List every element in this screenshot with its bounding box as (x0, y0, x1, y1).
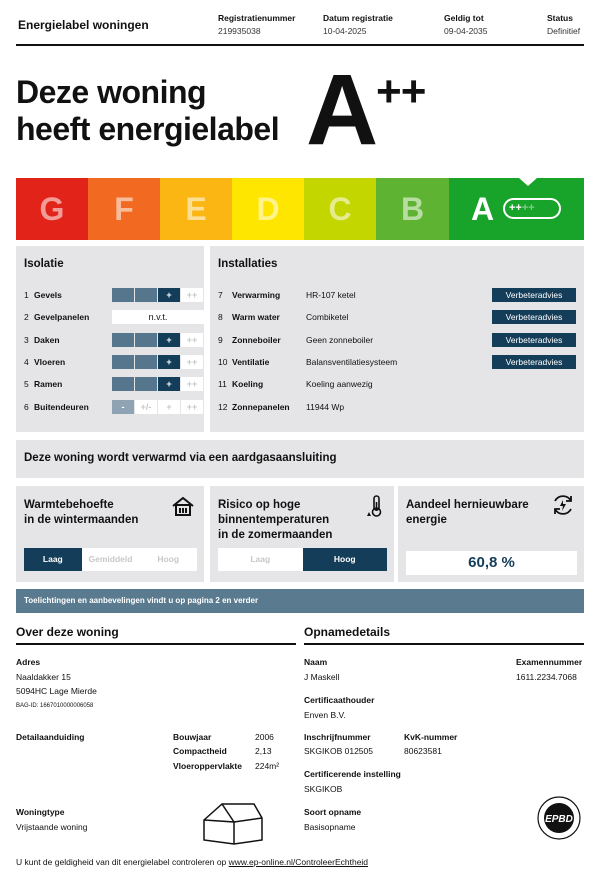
row-number: 11 (218, 379, 227, 390)
installation-item-value: Geen zonneboiler (306, 334, 374, 345)
row-number: 1 (24, 290, 29, 300)
insulation-panel (16, 246, 204, 432)
active-class-marker (519, 178, 537, 186)
registration-label: Inschrijfnummer (304, 732, 371, 742)
detail-label: Detailaanduiding (16, 732, 85, 742)
label-class-letter: D (256, 191, 280, 227)
energy-label-scale (16, 178, 584, 240)
rating-cell: ++ (181, 333, 204, 347)
insulation-title: Isolatie (24, 258, 64, 270)
installation-item-label: Warm water (232, 312, 280, 323)
row-number: 7 (218, 290, 223, 300)
rating-cell (112, 355, 135, 369)
plus-rating-pill: ++++ (503, 198, 561, 219)
insulation-item-label: Gevels (34, 290, 62, 300)
exam-number: 1611.2234.7068 (516, 672, 577, 682)
build-year-label: Bouwjaar (173, 732, 212, 742)
assessment-details-title: Opnamedetails (304, 625, 584, 645)
renewable-cycle-icon (550, 492, 576, 518)
label-class-d (232, 178, 304, 240)
heat-demand-scale (24, 548, 197, 571)
row-number: 4 (24, 356, 29, 367)
assessor-name-label: Naam (304, 657, 328, 667)
row-number: 6 (24, 401, 29, 412)
rating-cell: ++ (181, 288, 204, 302)
bag-id: BAG-ID: 1667010000006058 (16, 703, 94, 709)
overheating-risk-scale (218, 548, 387, 571)
assessment-type-label: Soort opname (304, 807, 362, 817)
address-street: Naaldakker 15 (16, 672, 71, 682)
epbd-seal-icon (536, 795, 582, 841)
improvement-advice-button[interactable]: Verbeteradvies (492, 333, 576, 347)
build-year-value: 2006 (255, 732, 274, 742)
row-number: 9 (218, 334, 223, 345)
insulation-row (24, 400, 204, 414)
assessment-type: Basisopname (304, 822, 356, 832)
insulation-row (24, 310, 204, 324)
renewable-share-value: 60,8 % (406, 551, 577, 575)
headline: Deze woning heeft energielabel (16, 74, 280, 147)
heat-demand-option-gemiddeld: Gemiddeld (88, 554, 133, 564)
home-type-label: Woningtype (16, 807, 65, 817)
row-number: 5 (24, 379, 29, 390)
row-number: 10 (218, 356, 228, 367)
row-number: 2 (24, 312, 29, 323)
detached-house-icon (202, 796, 264, 846)
label-class-c (304, 178, 376, 240)
compactness-label: Compactheid (173, 746, 227, 756)
not-applicable-value: n.v.t. (112, 310, 204, 324)
insulation-item-label: Vloeren (34, 356, 66, 367)
rating-cell: ++ (181, 400, 204, 414)
heat-demand-option-hoog: Hoog (157, 554, 180, 564)
energy-label-grade: A ++ (306, 54, 426, 166)
improvement-advice-button[interactable]: Verbeteradvies (492, 310, 576, 324)
row-number: 12 (218, 401, 228, 412)
overheating-risk-option-hoog: Hoog (303, 548, 388, 571)
installation-item-label: Verwarming (232, 290, 281, 300)
registration-number: Registratienummer 219935038 (218, 13, 296, 36)
installation-row (218, 288, 578, 302)
insulation-item-label: Gevelpanelen (34, 312, 90, 323)
house-icon (172, 496, 194, 516)
certifying-body: SKGIKOB (304, 784, 343, 794)
label-class-f (88, 178, 160, 240)
insulation-rating (112, 333, 204, 347)
insulation-item-label: Ramen (34, 379, 63, 390)
installation-row (218, 310, 578, 324)
heat-demand-title: Warmtebehoefte in de wintermaanden (24, 499, 139, 526)
heat-demand-option-laag: Laag (24, 548, 82, 571)
label-class-letter: G (39, 191, 65, 227)
document-header (16, 10, 584, 46)
certifying-body-label: Certificerende instelling (304, 769, 401, 779)
installation-item-value: Combiketel (306, 312, 349, 323)
row-number: 3 (24, 334, 29, 345)
rating-cell (135, 377, 158, 391)
installation-item-value: 11944 Wp (306, 401, 345, 412)
installation-row (218, 355, 578, 369)
insulation-row (24, 288, 204, 302)
improvement-advice-button[interactable]: Verbeteradvies (492, 288, 576, 302)
installation-item-label: Zonneboiler (232, 334, 281, 345)
insulation-item-label: Daken (34, 334, 60, 345)
certificate-holder-label: Certificaathouder (304, 695, 375, 705)
rating-cell: + (158, 333, 181, 347)
label-class-b (376, 178, 449, 240)
insulation-rating (112, 288, 204, 302)
svg-text:EPBD: EPBD (545, 814, 573, 825)
exam-number-label: Examennummer (516, 657, 583, 667)
label-class-letter: C (328, 191, 352, 227)
renewable-share-panel (398, 486, 584, 582)
verification-link[interactable]: www.ep-online.nl/ControleerEchtheid (228, 857, 369, 867)
registration-date: Datum registratie 10-04-2025 (323, 13, 393, 36)
floor-area-value: 224m² (255, 761, 280, 771)
about-home-title: Over deze woning (16, 625, 296, 645)
footer-note: U kunt de geldigheid van dit energielabel controleren op www.ep-online.nl/ControleerEchtheid (16, 857, 369, 867)
installation-item-value: Koeling aanwezig (306, 379, 373, 390)
installation-item-value: Balansventilatiesysteem (306, 356, 398, 367)
installation-item-label: Ventilatie (232, 356, 270, 367)
document-title: Energielabel woningen (18, 18, 149, 32)
overheating-risk-option-laag: Laag (250, 554, 271, 564)
label-class-letter: F (114, 191, 134, 227)
info-bar: Toelichtingen en aanbevelingen vindt u op pagina 2 en verder (16, 589, 584, 613)
label-class-e (160, 178, 232, 240)
gas-connection-text: Deze woning wordt verwarmd via een aardgasaansluiting (24, 452, 337, 464)
insulation-row (24, 355, 204, 369)
insulation-rating (112, 377, 204, 391)
installation-item-value: HR-107 ketel (306, 290, 356, 300)
row-number: 8 (218, 312, 223, 323)
label-class-letter: A (471, 191, 495, 227)
assessor-name: J Maskell (304, 672, 340, 682)
rating-cell (135, 355, 158, 369)
kvk-value: 80623581 (404, 746, 442, 756)
rating-cell: +/- (135, 400, 158, 414)
label-class-letter: B (400, 191, 425, 227)
overheating-risk-panel (210, 486, 394, 582)
rating-cell: + (158, 377, 181, 391)
rating-cell: + (158, 288, 181, 302)
address-postcode: 5094HC Lage Mierde (16, 686, 97, 696)
rating-cell: ++ (181, 355, 204, 369)
installation-row (218, 377, 578, 391)
thermometer-icon (366, 494, 386, 518)
insulation-row (24, 377, 204, 391)
insulation-rating (112, 355, 204, 369)
insulation-rating (112, 400, 204, 414)
valid-until: Geldig tot 09-04-2035 (444, 13, 488, 36)
insulation-item-label: Buitendeuren (34, 401, 89, 412)
label-class-g (16, 178, 88, 240)
installations-title: Installaties (218, 258, 278, 270)
rating-cell (135, 288, 158, 302)
rating-cell: ++ (181, 377, 204, 391)
label-class-a (449, 178, 584, 240)
installation-item-label: Koeling (232, 379, 264, 390)
floor-area-label: Vloeroppervlakte (173, 761, 242, 771)
rating-cell (135, 333, 158, 347)
rating-cell (112, 288, 135, 302)
address-label: Adres (16, 657, 41, 667)
insulation-row (24, 333, 204, 347)
rating-cell (112, 333, 135, 347)
rating-cell (112, 377, 135, 391)
overheating-risk-title: Risico op hoge binnentemperaturen in de zomermaanden (218, 499, 333, 541)
compactness-value: 2,13 (255, 746, 272, 756)
heat-demand-panel (16, 486, 204, 582)
installation-row (218, 400, 578, 414)
label-class-letter: E (185, 191, 207, 227)
installation-row (218, 333, 578, 347)
registration-value: SKGIKOB 012505 (304, 746, 373, 756)
renewable-share-title: Aandeel hernieuwbare energie (406, 499, 529, 526)
installation-item-label: Zonnepanelen (232, 401, 290, 412)
kvk-label: KvK-nummer (404, 732, 458, 742)
improvement-advice-button[interactable]: Verbeteradvies (492, 355, 576, 369)
installations-panel (210, 246, 584, 432)
gas-connection-panel (16, 440, 584, 478)
rating-cell: + (158, 400, 181, 414)
status: Status Definitief (547, 13, 581, 36)
rating-cell: - (112, 400, 135, 414)
rating-cell: + (158, 355, 181, 369)
certificate-holder: Enven B.V. (304, 710, 346, 720)
home-type-value: Vrijstaande woning (16, 822, 88, 832)
